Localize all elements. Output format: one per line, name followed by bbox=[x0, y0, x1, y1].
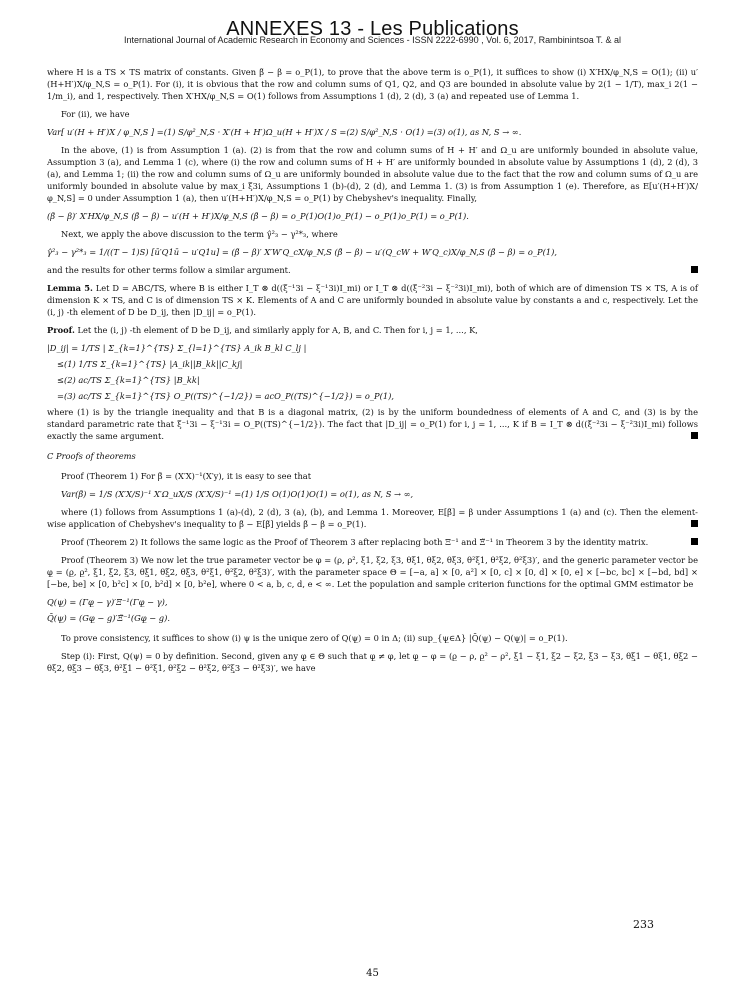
equation-finally: (β̃ − β)′ X′HX/φ_N,S (β̃ − β) − u′(H + H′)X/φ_N,S (β̃ − β) = o_P(1)O(1)o_P(1) − o_P(1)o_P(1) = o_P(1). bbox=[47, 211, 469, 221]
equation-dij-2: ≤(1) 1/TS Σ_{k=1}^{TS} |A_ik||B_kk||C_kj| bbox=[57, 359, 243, 369]
journal-header: International Journal of Academic Research in Economy and Sciences - ISSN 2222-6990 , Vol. 6, 2017, Rambinintsoa T. & al bbox=[123, 35, 622, 45]
equation-dij-3: ≤(2) ac/TS Σ_{k=1}^{TS} |B_kk| bbox=[57, 375, 200, 385]
annex-title: ANNEXES 13 - Les Publications bbox=[226, 18, 519, 40]
proof-text: Let the (i, j) -th element of D be D_ij, and similarly apply for A, B, and C. Then for i, j = 1, ..., K, bbox=[77, 325, 478, 335]
qed-mark-3 bbox=[691, 520, 698, 527]
paragraph-5-text: and the results for other terms follow a similar argument. bbox=[47, 265, 291, 275]
proof-theorem-1: Proof (Theorem 1) For β̃ = (X′X)⁻¹(X′y), it is easy to see that bbox=[61, 471, 312, 481]
journal-page-number: 233 bbox=[633, 918, 654, 931]
equation-variance: Var[ u′(H + H′)X / φ_N,S ] =(1) S/φ²_N,S · X′(H + H′)Ω_u(H + H′)X / S =(2) S/φ²_N,S · O(1) =(3) o(1), as N, S → ∞. bbox=[47, 127, 522, 137]
paper-body bbox=[47, 66, 698, 680]
proof-theorem-3: Proof (Theorem 3) We now let the true parameter vector be φ = (ρ, ρ², ξ1, ξ2, ξ3, θξ1, θξ2, θξ3, θ²ξ1, θ²ξ2, θ²ξ3)′, and the generic parameter vector be φ̲ = (ρ̲, ρ̲², ξ̲1, ξ̲2, ξ̲3, θξ̲1, θξ̲2, θξ̲3, θ²ξ̲1, θ²ξ̲2, θ²ξ̲3)′, with the parameter space Θ = [−a, a] × [0, a²] × [0, c] × [0, d] × [0, e] × [−bc, bc] × [−bd, bd] × [−be, be] × [0, b²c] × [0, b²d] × [0, b²e], where 0 < a, b, c, d, e < ∞. Let the population and sample criterion functions for the optimal GMM estimator be bbox=[47, 555, 698, 589]
equation-q-sample: Q̄(ψ̲) = (Gφ̲ − g)′Ξ̃⁻¹(Gφ̲ − g). bbox=[47, 613, 170, 623]
paragraph-1: where H is a TS × TS matrix of constants. Given β̃ − β = o_P(1), to prove that the above term is o_P(1), it suffices to show (i) X′HX/φ_N,S = O(1); (ii) u′(H+H′)X/φ_N,S = o_P(1). For (i), it is obvious that the row and column sums of Q1, Q2, and Q3 are bounded in absolute value by 2(1 − 1/T), max_i 2(1 − 1/m_i), and 1, respectively. Then X′HX/φ_N,S = O(1) follows from Assumptions 1 (d), 2 (d), 3 (a) and repeated use of Lemma 1. bbox=[47, 67, 698, 101]
paragraph-5 bbox=[47, 264, 698, 276]
paragraph-4: Next, we apply the above discussion to the term γ̂²₃ − γ²*₃, where bbox=[61, 229, 338, 239]
equation-gamma: γ̂²₃ − γ²*₃ = 1/((T − 1)S) [ū′Q1ū − u′Q1u] = (β̃ − β)′ X′W′Q_cX/φ_N,S (β̃ − β) − u′(Q_cW + W′Q_c)X/φ_N,S (β̃ − β) = o_P(1), bbox=[47, 247, 557, 257]
proof-theorem-3-consistency: To prove consistency, it suffices to show (i) ψ is the unique zero of Q(ψ̲) = 0 in Δ; (ii) sup_{ψ̲∈Δ} |Q̄(ψ̲) − Q(ψ̲)| = o_P(1). bbox=[61, 633, 568, 643]
equation-dij-1: |D_ij| = 1/TS | Σ_{k=1}^{TS} Σ_{l=1}^{TS} A_ik B_kl C_lj | bbox=[47, 343, 307, 353]
paragraph-6-text: where (1) is by the triangle inequality and that B is a diagonal matrix, (2) is by the uniform boundedness of elements of A and C, and (3) is by the standard parametric rate that ξ̂⁻¹3i − ξ⁻¹3i = O_P((TS)^{−1/2}). The fact that |D_ij| = o_P(1) for i, j = 1, ..., K if B = I_T ⊗ d((ξ̂⁻²3i − ξ⁻²3i)I_mi) follows exactly the same argument. bbox=[47, 407, 698, 441]
qed-mark-4 bbox=[691, 538, 698, 545]
lemma-5-text: Let D = ABC/TS, where B is either I_T ⊗ d((ξ̂⁻¹3i − ξ⁻¹3i)I_mi) or I_T ⊗ d((ξ̂⁻²3i − ξ⁻²3i)I_mi), both of which are of dimension TS × TS, A is of dimension K × TS, and C is of dimension TS × K. Elements of A and C are uniformly bounded in absolute value by constants a and c, respectively. Let the (i, j) -th element of D be D_ij, then |D_ij| = o_P(1). bbox=[47, 283, 698, 317]
section-heading: C Proofs of theorems bbox=[47, 451, 136, 461]
lemma-5-title: Lemma 5. bbox=[47, 283, 93, 293]
proof-theorem-3-step: Step (i): First, Q(ψ) = 0 by definition. Second, given any φ̲ ∈ Θ such that φ̲ ≠ φ, let φ̲ − φ = (ρ̲ − ρ, ρ̲² − ρ², ξ̲1 − ξ1, ξ̲2 − ξ2, ξ̲3 − ξ3, θξ̲1 − θξ1, θξ̲2 − θξ2, θξ̲3 − θξ3, θ²ξ̲1 − θ²ξ1, θ²ξ̲2 − θ²ξ2, θ²ξ̲3 − θ²ξ3)′, we have bbox=[47, 651, 698, 673]
proof-theorem-1-text: where (1) follows from Assumptions 1 (a)-(d), 2 (d), 3 (a), (b), and Lemma 1. Moreover, E[β̃] = β under Assumptions 1 (a) and (c). Then the element-wise application of Chebyshev's inequality to β̃ − E[β̃] yields β̃ − β = o_P(1). bbox=[47, 507, 698, 529]
proof-title: Proof. bbox=[47, 325, 75, 335]
document-page-number: 45 bbox=[366, 968, 379, 979]
equation-dij-4: =(3) ac/TS Σ_{k=1}^{TS} O_P((TS)^{−1/2}) = acO_P((TS)^{−1/2}) = o_P(1), bbox=[57, 391, 394, 401]
proof-theorem-2 bbox=[47, 536, 698, 548]
equation-var-beta: Var(β̃) = 1/S (X′X/S)⁻¹ X′Ω_uX/S (X′X/S)⁻¹ =(1) 1/S O(1)O(1)O(1) = o(1), as N, S → ∞, bbox=[61, 489, 414, 499]
proof-lemma-5 bbox=[47, 324, 698, 336]
paragraph-6 bbox=[47, 406, 698, 442]
lemma-5 bbox=[47, 282, 698, 318]
qed-mark-2 bbox=[691, 432, 698, 439]
qed-mark-1 bbox=[691, 266, 698, 273]
proof-theorem-2-text: Proof (Theorem 2) It follows the same logic as the Proof of Theorem 3 after replacing both Ξ⁻¹ and Ξ̃⁻¹ in Theorem 3 by the identity matrix. bbox=[61, 537, 649, 547]
equation-q-population: Q(ψ̲) = (Γφ̲ − γ)′Ξ⁻¹(Γφ̲ − γ), bbox=[47, 597, 168, 607]
paragraph-3: In the above, (1) is from Assumption 1 (a). (2) is from that the row and column sums of H + H′ and Ω_u are uniformly bounded in absolute value, Assumption 3 (a), and Lemma 1 (c), where (i) the row and column sums of H + H′ are uniformly bounded in absolute value by Assumptions 1 (d), 2 (d), 3 (a), and Lemma 1; (ii) the row and column sums of Ω_u are uniformly bounded in absolute value due to the fact that the row and column sums of Ω_u are uniformly bounded in absolute value by max_i ξ̂3i, Assumptions 1 (b)-(d), 2 (d), and Lemma 1. (3) is from Assumption 1 (e). Therefore, as E[u′(H+H′)X/φ_N,S] = 0 under Assumption 1 (a), then u′(H+H′)X/φ_N,S = o_P(1) by Chebyshev's inequality. Finally, bbox=[47, 145, 698, 203]
paragraph-2: For (ii), we have bbox=[61, 109, 130, 119]
proof-theorem-1-continued bbox=[47, 506, 698, 530]
